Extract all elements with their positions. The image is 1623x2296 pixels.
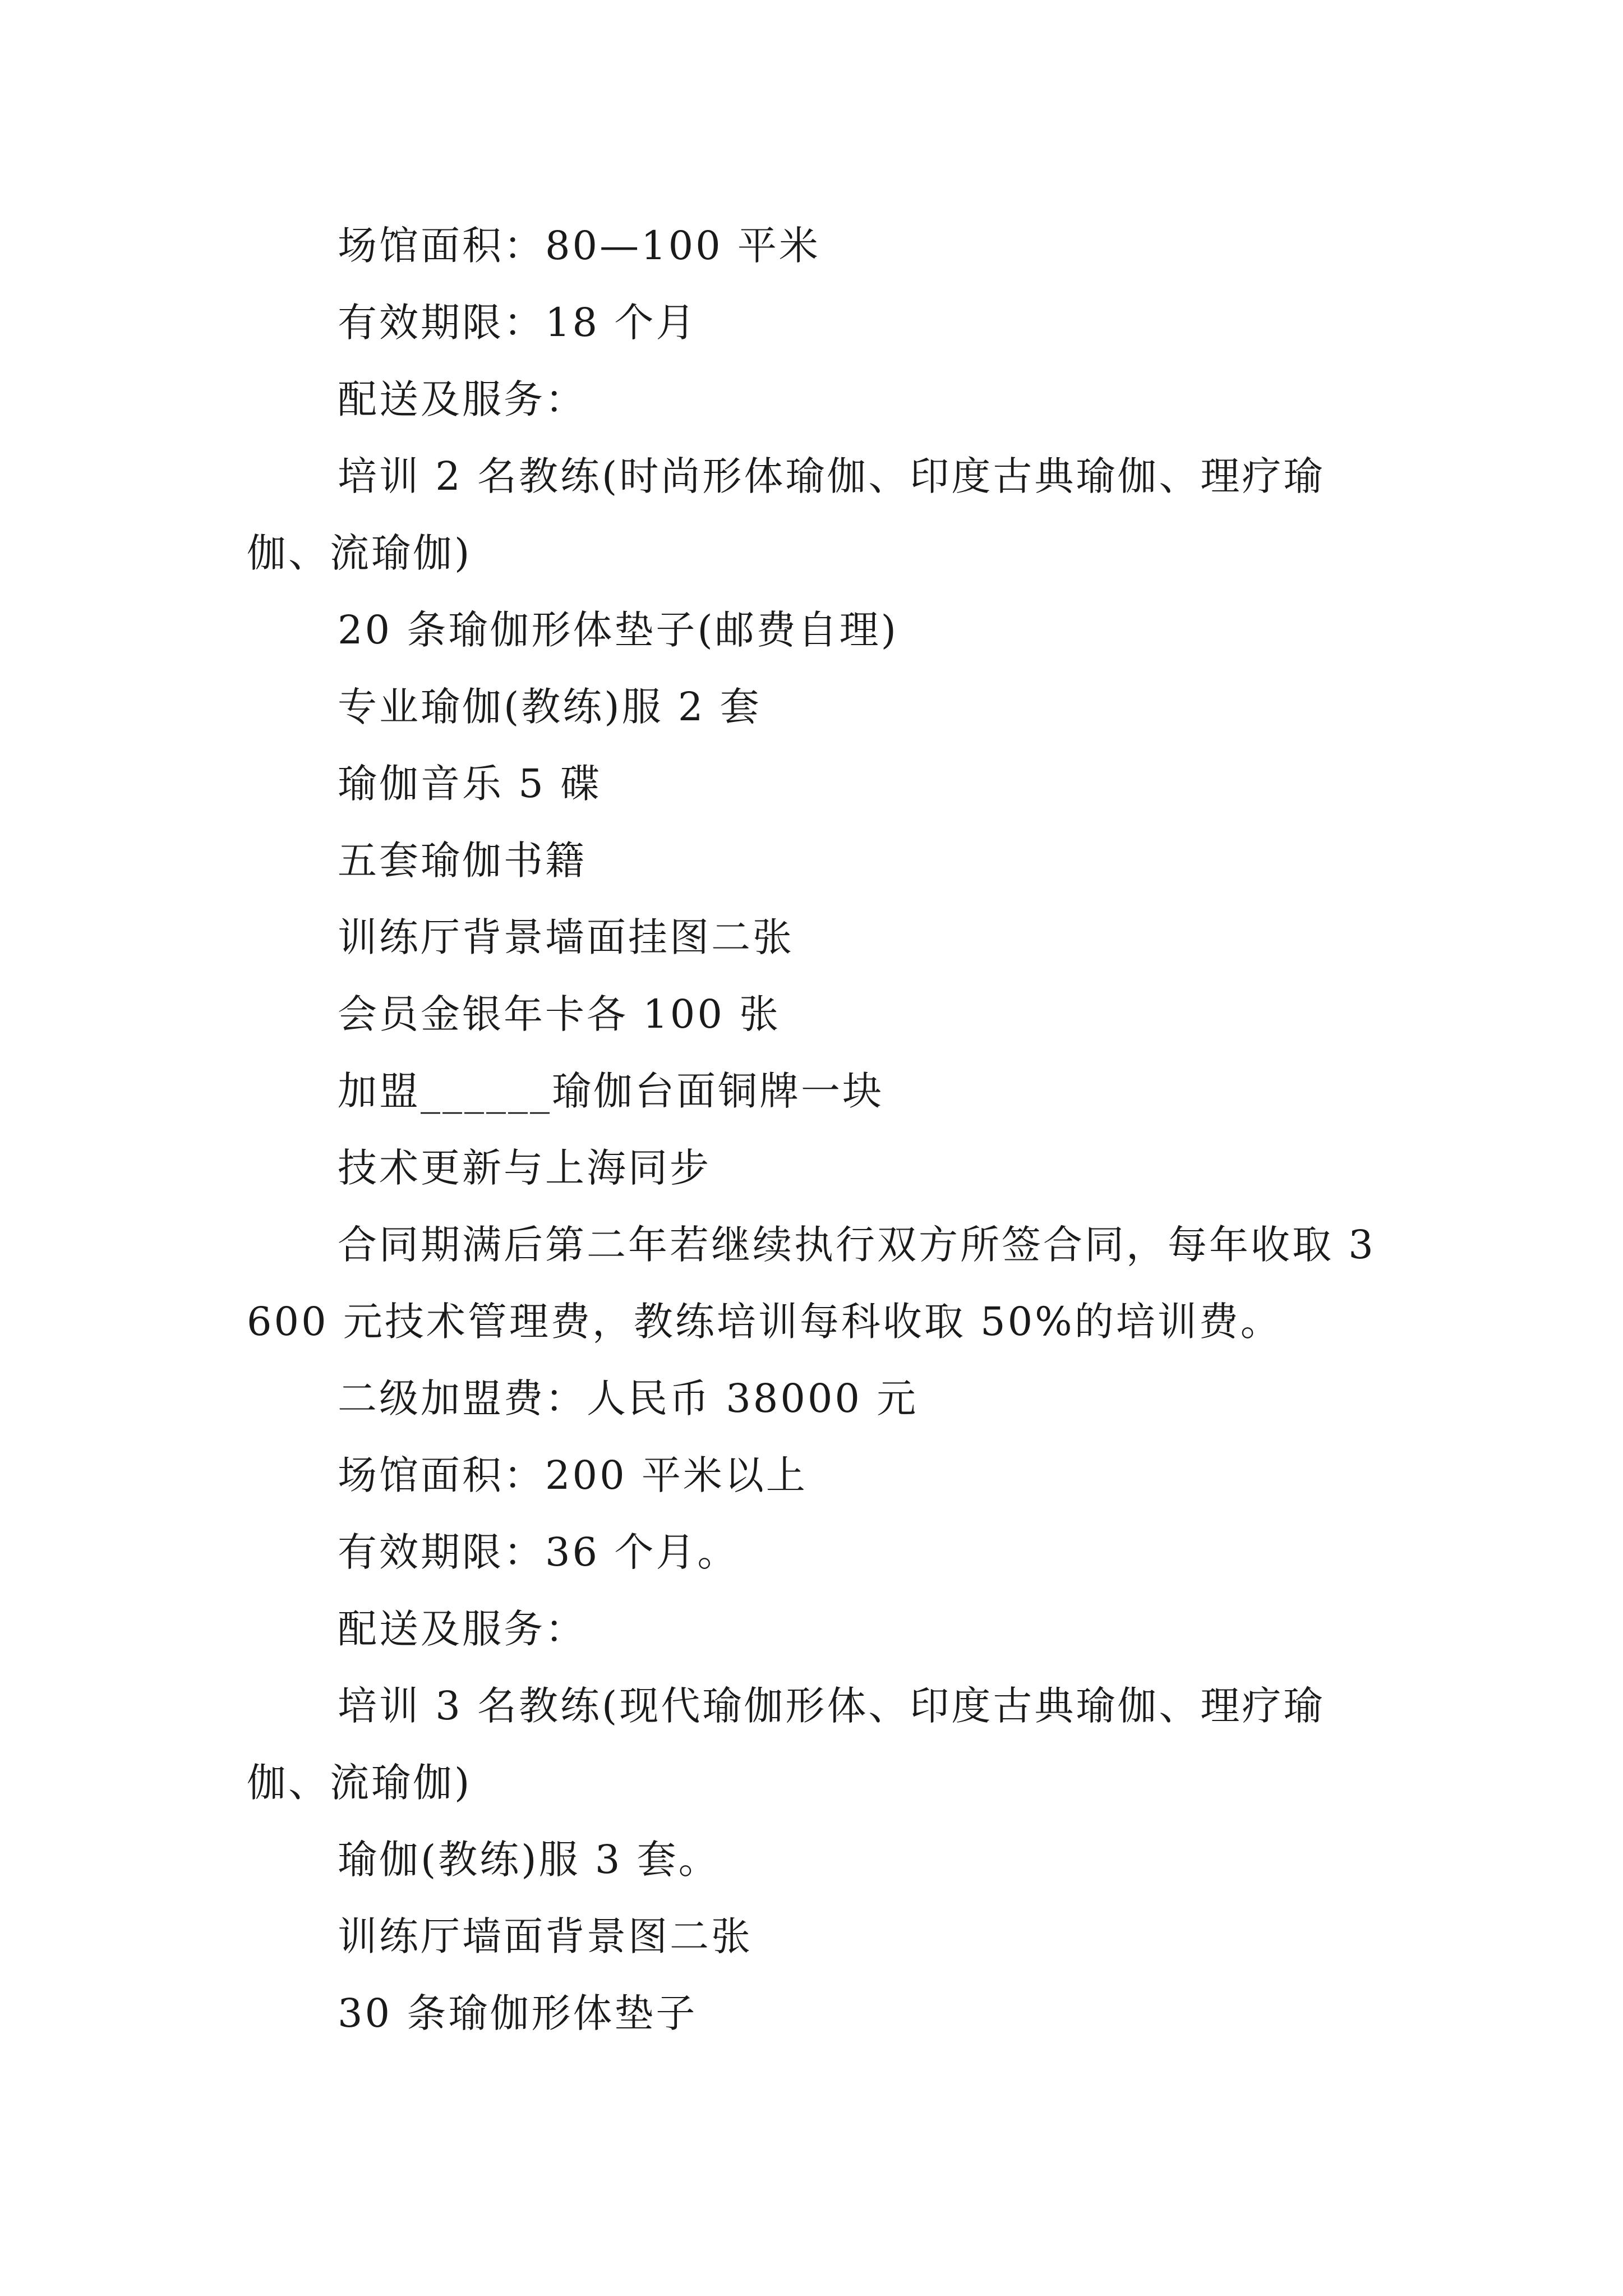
paragraph-books: 五套瑜伽书籍 [338, 838, 587, 884]
paragraph-contract-renewal: 合同期满后第二年若继续执行双方所签合同，每年收取 3600 元技术管理费，教练培训每科收取 50%的培训费。 [247, 1222, 1376, 1345]
paragraph-delivery-heading-2: 配送及服务： [338, 1606, 587, 1652]
paragraph-venue-area-1: 场馆面积：80—100 平米 [338, 223, 820, 269]
paragraph-training-2: 培训 3 名教练(现代瑜伽形体、印度古典瑜伽、理疗瑜伽、流瑜伽) [247, 1683, 1325, 1806]
paragraph-mats-2: 30 条瑜伽形体垫子 [338, 1990, 698, 2036]
paragraph-wall-images-2: 训练厅墙面背景图二张 [338, 1913, 753, 1959]
paragraph-member-cards: 会员金银年卡各 100 张 [338, 991, 781, 1037]
paragraph-validity-2: 有效期限：36 个月。 [338, 1529, 739, 1575]
paragraph-training-1: 培训 2 名教练(时尚形体瑜伽、印度古典瑜伽、理疗瑜伽、流瑜伽) [247, 453, 1325, 576]
paragraph-validity-1: 有效期限：18 个月 [338, 300, 698, 346]
paragraph-uniforms-2: 瑜伽(教练)服 3 套。 [338, 1837, 720, 1883]
paragraph-delivery-heading-1: 配送及服务： [338, 376, 587, 422]
paragraph-music: 瑜伽音乐 5 碟 [338, 761, 602, 807]
paragraph-franchise-fee-2: 二级加盟费：人民币 38000 元 [338, 1375, 919, 1421]
paragraph-uniforms-1: 专业瑜伽(教练)服 2 套 [338, 684, 762, 730]
paragraph-brass-plaque: 加盟______瑜伽台面铜牌一块 [338, 1068, 884, 1114]
paragraph-wall-images-1: 训练厅背景墙面挂图二张 [338, 914, 794, 960]
paragraph-mats-1: 20 条瑜伽形体垫子(邮费自理) [338, 607, 898, 653]
paragraph-tech-updates: 技术更新与上海同步 [338, 1145, 711, 1191]
paragraph-venue-area-2: 场馆面积：200 平米以上 [338, 1452, 808, 1498]
document-body [247, 208, 1391, 2052]
